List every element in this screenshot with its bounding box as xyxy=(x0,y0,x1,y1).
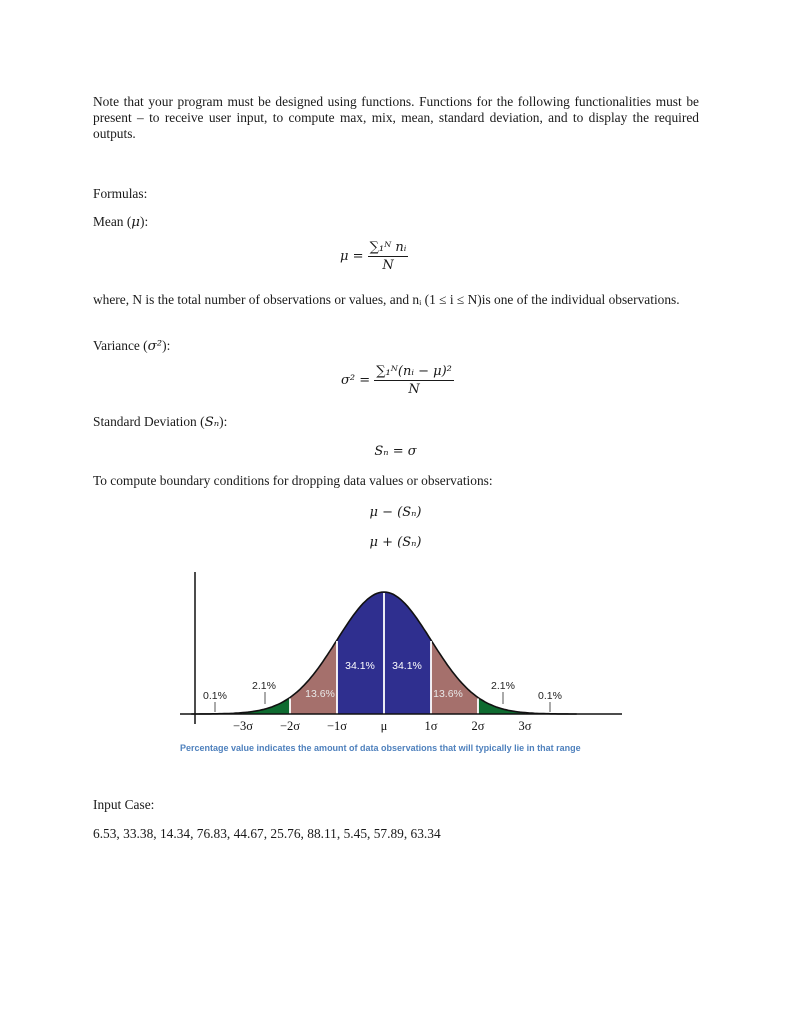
x-tick-label: 2σ xyxy=(471,719,485,733)
input-heading: Input Case: xyxy=(93,797,155,812)
formulas-heading: Formulas: xyxy=(93,186,148,201)
x-tick-label: μ xyxy=(380,719,388,733)
percent-label-0: 0.1% xyxy=(203,690,227,702)
percent-label-7: 0.1% xyxy=(538,690,562,702)
boundary-paragraph: To compute boundary conditions for dropping data values or observations: xyxy=(93,473,493,488)
percent-label-5: 13.6% xyxy=(433,688,463,700)
boundary-lower: μ − (Sₙ) xyxy=(369,505,422,520)
percent-label-4: 34.1% xyxy=(392,660,422,672)
variance-formula: σ² = $\frac{\text{∑₁ᴺ(nᵢ − μ)²}}{N}$ xyxy=(341,364,452,397)
mean-label: Mean (μ): xyxy=(93,214,149,230)
percent-label-6: 2.1% xyxy=(491,680,515,692)
region-3 xyxy=(337,592,384,714)
variance-label: Variance (σ²): xyxy=(93,338,171,354)
input-values: 6.53, 33.38, 14.34, 76.83, 44.67, 25.76, 88.11, 5.45, 57.89, 63.34 xyxy=(93,826,441,841)
where-paragraph: where, N is the total number of observations or values, and nᵢ (1 ≤ i ≤ N)is one of the individual observations. xyxy=(93,292,680,307)
x-tick-label: −3σ xyxy=(232,719,254,733)
mean-formula: μ = $\frac{\text{∑₁ᴺ nᵢ}}{N}$ xyxy=(340,240,407,273)
percent-label-1: 2.1% xyxy=(252,680,276,692)
stddev-formula: Sₙ = σ xyxy=(374,444,417,459)
x-tick-label: −1σ xyxy=(326,719,348,733)
intro-paragraph: Note that your program must be designed using functions. Functions for the following functionalities must be present – to receive user input, to compute max, mix, mean, standard deviation, and to display the required outputs. xyxy=(93,94,699,141)
normal-distribution-chart xyxy=(0,560,791,760)
boundary-upper: μ + (Sₙ) xyxy=(369,535,422,550)
percent-label-2: 13.6% xyxy=(305,688,335,700)
region-4 xyxy=(384,592,431,714)
stddev-label: Standard Deviation (Sₙ): xyxy=(93,414,228,430)
x-tick-label: 1σ xyxy=(424,719,438,733)
chart-caption: Percentage value indicates the amount of data observations that will typically lie in that range xyxy=(180,743,581,753)
x-tick-label: 3σ xyxy=(518,719,532,733)
percent-label-3: 34.1% xyxy=(345,660,375,672)
x-tick-label: −2σ xyxy=(279,719,301,733)
